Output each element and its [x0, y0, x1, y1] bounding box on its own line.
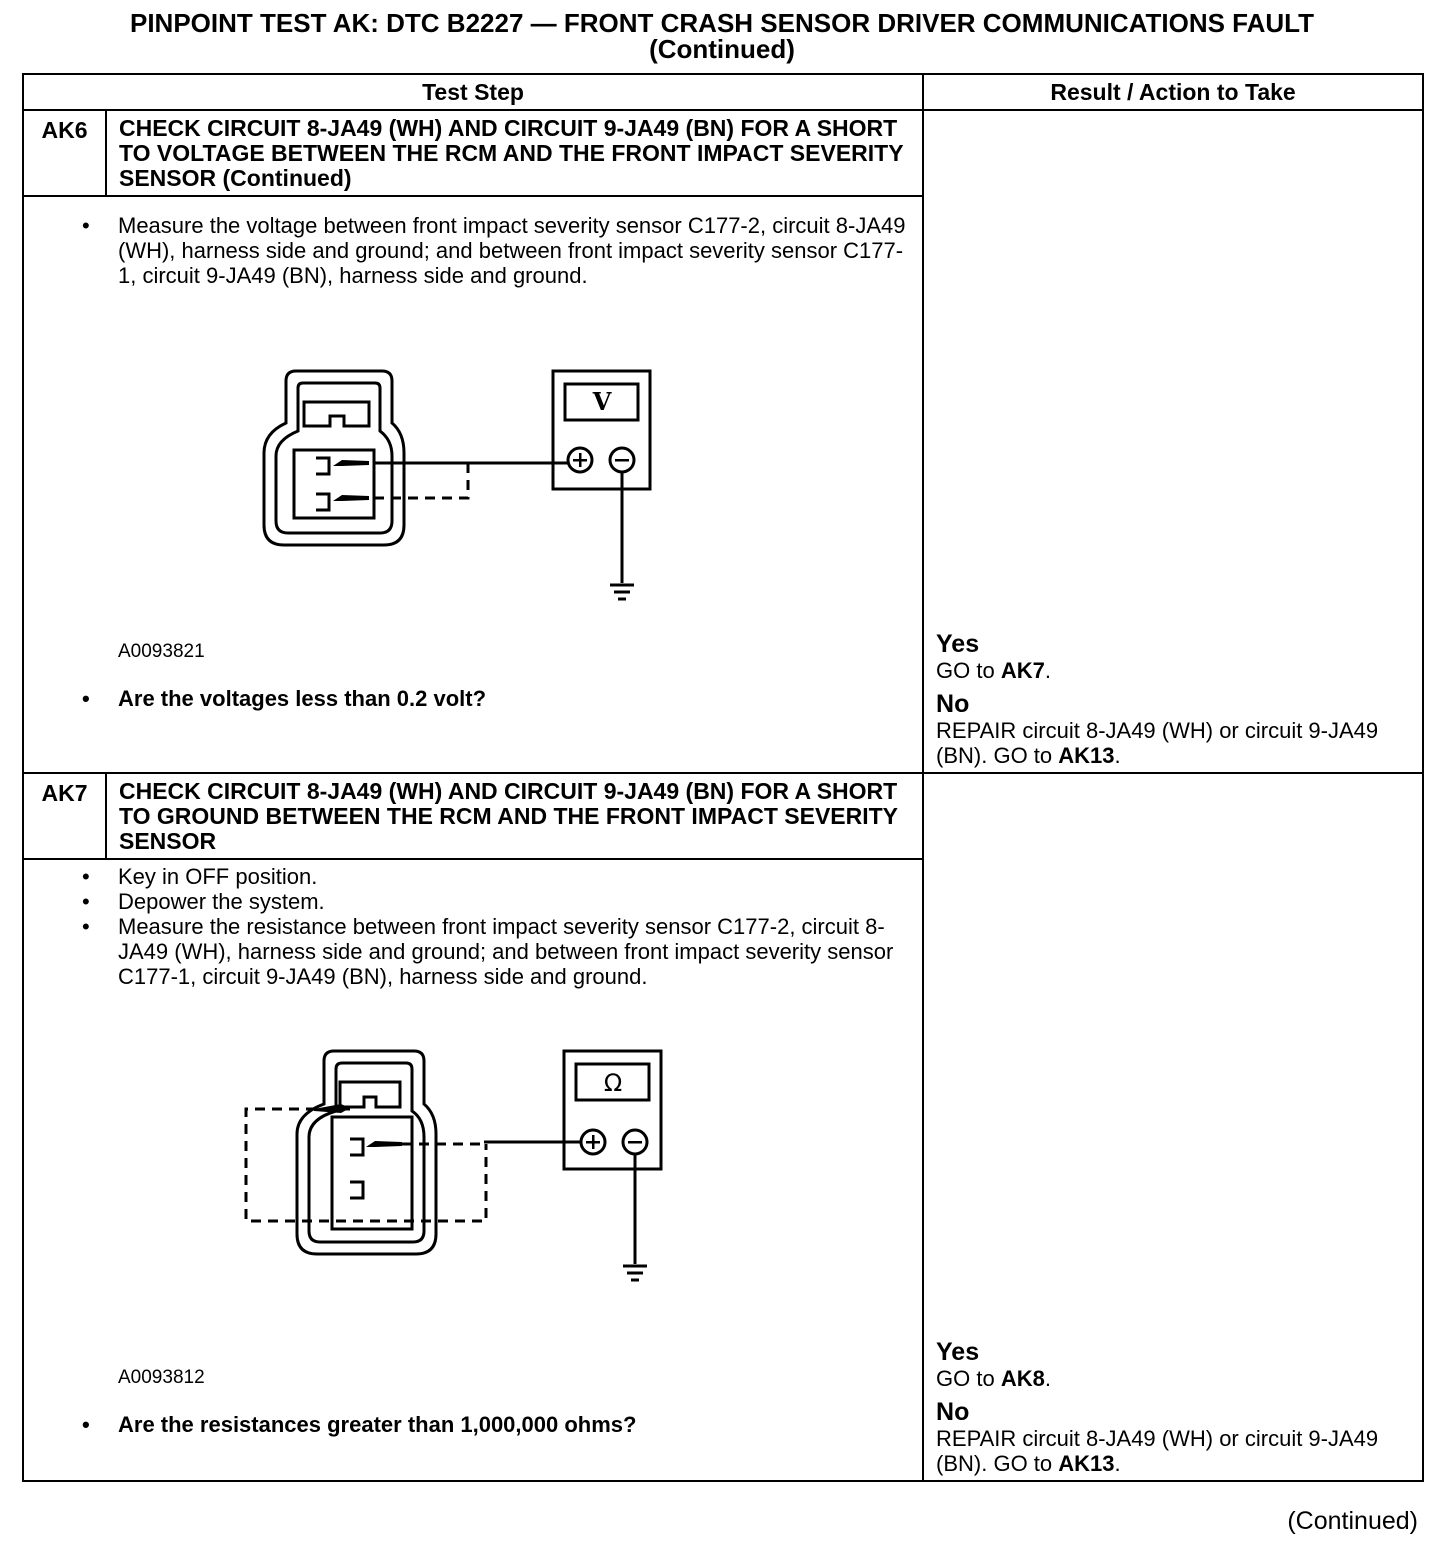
terminal-1: [316, 494, 329, 510]
no-action: REPAIR circuit 8-JA49 (WH) or circuit 9-JA49 (BN). GO to AK13.: [936, 718, 1379, 768]
step-instruction: • Measure the voltage between front impact severity sensor C177-2, circuit 8-JA49 (WH), harness side and ground; and between front impact severity sensor C177-1, circuit 9-JA49 (BN), harness side and ground.: [118, 213, 912, 288]
step-body: [23, 859, 923, 1481]
table-header-row: [23, 74, 1423, 110]
no-target: AK13: [1058, 743, 1115, 768]
column-header-result: Result / Action to Take: [923, 74, 1423, 110]
figure-id: A0093821: [118, 641, 205, 662]
yes-label: Yes: [936, 630, 980, 658]
step-instruction: • Measure the resistance between front impact severity sensor C177-2, circuit 8-JA49 (WH), harness side and ground; and between front impact severity sensor C177-1, circuit 9-JA49 (BN), harness side and ground.: [118, 914, 912, 989]
connector-shell-inner: [309, 1063, 424, 1242]
step-title-row: [23, 773, 1423, 859]
connector-latch: [340, 1082, 400, 1107]
step-id: AK7: [23, 773, 106, 859]
voltmeter-diagram: [24, 288, 704, 633]
step-title-row: [23, 110, 1423, 196]
yes-action: GO to AK7.: [936, 658, 1051, 683]
ohmmeter-symbol: Ω: [603, 1069, 623, 1097]
step-question: • Are the resistances greater than 1,000,000 ohms?: [118, 1412, 912, 1437]
jumper-lead-dashed: [246, 1109, 486, 1221]
column-header-test-step: Test Step: [23, 74, 923, 110]
page-title: PINPOINT TEST AK: DTC B2227 — FRONT CRASH SENSOR DRIVER COMMUNICATIONS FAULT: [129, 8, 1314, 38]
result-block: [936, 631, 1414, 768]
step-question: • Are the voltages less than 0.2 volt?: [118, 686, 912, 711]
step-instruction: • Key in OFF position.: [118, 864, 912, 889]
terminal-1: [350, 1182, 363, 1198]
ohmmeter-diagram: [24, 989, 724, 1359]
connector-terminal-block: [332, 1117, 412, 1229]
no-label: No: [936, 690, 970, 718]
probe-tip-1: [366, 1141, 402, 1147]
result-block: [936, 1339, 1414, 1476]
probe-tip-2: [333, 495, 369, 501]
yes-target: AK8: [1000, 1366, 1045, 1391]
figure-id: A0093812: [118, 1367, 205, 1388]
jumper-lead-dashed: [374, 463, 468, 498]
connector-terminal-block: [294, 450, 374, 518]
terminal-2: [316, 458, 329, 474]
result-cell: [923, 773, 1423, 1481]
voltmeter-symbol: V: [592, 387, 612, 416]
terminal-2: [350, 1139, 363, 1155]
pinpoint-test-table: [22, 73, 1424, 1482]
no-target: AK13: [1058, 1451, 1115, 1476]
no-label: No: [936, 1398, 970, 1426]
step-id: AK6: [23, 110, 106, 196]
no-action: REPAIR circuit 8-JA49 (WH) or circuit 9-JA49 (BN). GO to AK13.: [936, 1426, 1379, 1476]
step-title: CHECK CIRCUIT 8-JA49 (WH) AND CIRCUIT 9-JA49 (BN) FOR A SHORT TO GROUND BETWEEN THE RCM AND THE FRONT IMPACT SEVERITY SENSOR: [106, 773, 923, 859]
continued-label: (Continued): [1287, 1507, 1418, 1535]
probe-tip-1: [333, 460, 369, 466]
yes-label: Yes: [936, 1338, 980, 1366]
yes-action: GO to AK8.: [936, 1366, 1051, 1391]
yes-target: AK7: [1000, 658, 1045, 683]
step-title: CHECK CIRCUIT 8-JA49 (WH) AND CIRCUIT 9-JA49 (BN) FOR A SHORT TO VOLTAGE BETWEEN THE RCM AND THE FRONT IMPACT SEVERITY SENSOR (Continued): [106, 110, 923, 196]
result-cell: [923, 110, 1423, 773]
connector-latch: [304, 402, 369, 426]
page-subtitle: (Continued): [649, 34, 795, 64]
step-body: [23, 196, 923, 773]
step-instruction: • Depower the system.: [118, 889, 912, 914]
